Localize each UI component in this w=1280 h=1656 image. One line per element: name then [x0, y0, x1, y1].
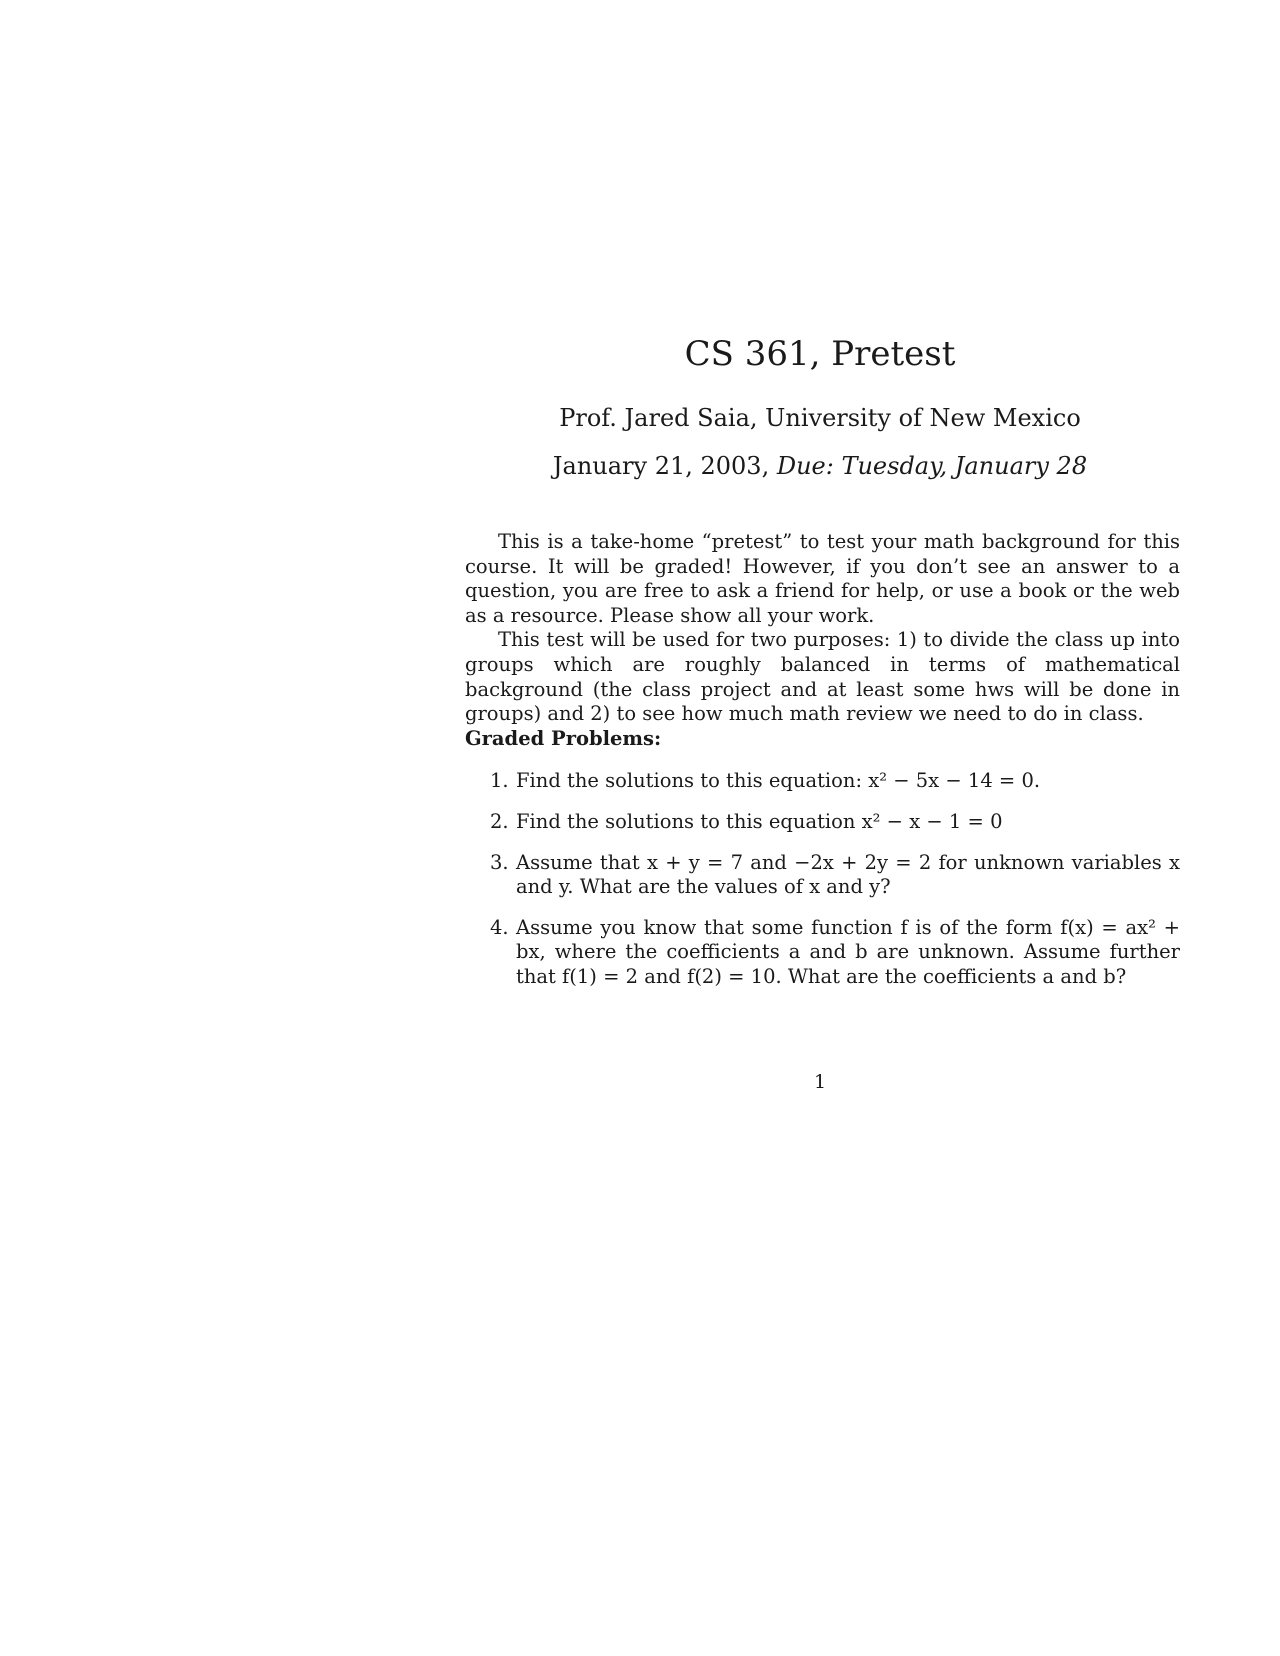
page-number: 1	[813, 1071, 827, 1093]
problem-item	[465, 810, 1180, 835]
document-date: January 21, 2003,	[552, 452, 777, 480]
problem-text: Assume you know that some function f is of the form f(x) = ax² + bx, where the coefficients a and b are unknown. Assume further that f(1) = 2 and f(2) = 10. What are the coefficients a and b?	[516, 915, 1180, 988]
graded-problems-heading: Graded Problems:	[465, 726, 662, 750]
problem-number: 3.	[490, 850, 509, 874]
document-date-line	[0, 452, 1280, 480]
intro-paragraph: This is a take-home “pretest” to test your math background for this course. It will be graded! However, if you don’t see an answer to a question, you are free to ask a friend for help, or use a book or the web as a resource. Please show all your work.	[465, 530, 1180, 627]
document-body	[465, 530, 1180, 1006]
problem-text: Find the solutions to this equation: x² − 5x − 14 = 0.	[516, 769, 1041, 793]
problem-number: 4.	[490, 915, 509, 939]
problem-list	[465, 769, 1180, 989]
problem-number: 2.	[490, 809, 509, 833]
problem-item	[465, 769, 1180, 794]
due-date: Due: Tuesday, January 28	[776, 452, 1088, 480]
document-title: CS 361, Pretest	[684, 334, 956, 374]
document-author: Prof. Jared Saia, University of New Mexico	[559, 404, 1081, 432]
purpose-paragraph: This test will be used for two purposes: 1) to divide the class up into groups which are roughly balanced in terms of mathematical background (the class project and at least some hws will be done in groups) and 2) to see how much math review we need to do in class.	[465, 628, 1180, 726]
problem-text: Find the solutions to this equation x² − x − 1 = 0	[516, 809, 1003, 833]
problem-item	[465, 851, 1180, 900]
problem-number: 1.	[490, 769, 509, 793]
problem-item	[465, 916, 1180, 990]
problem-text: Assume that x + y = 7 and −2x + 2y = 2 for unknown variables x and y. What are the values of x and y?	[516, 850, 1180, 899]
